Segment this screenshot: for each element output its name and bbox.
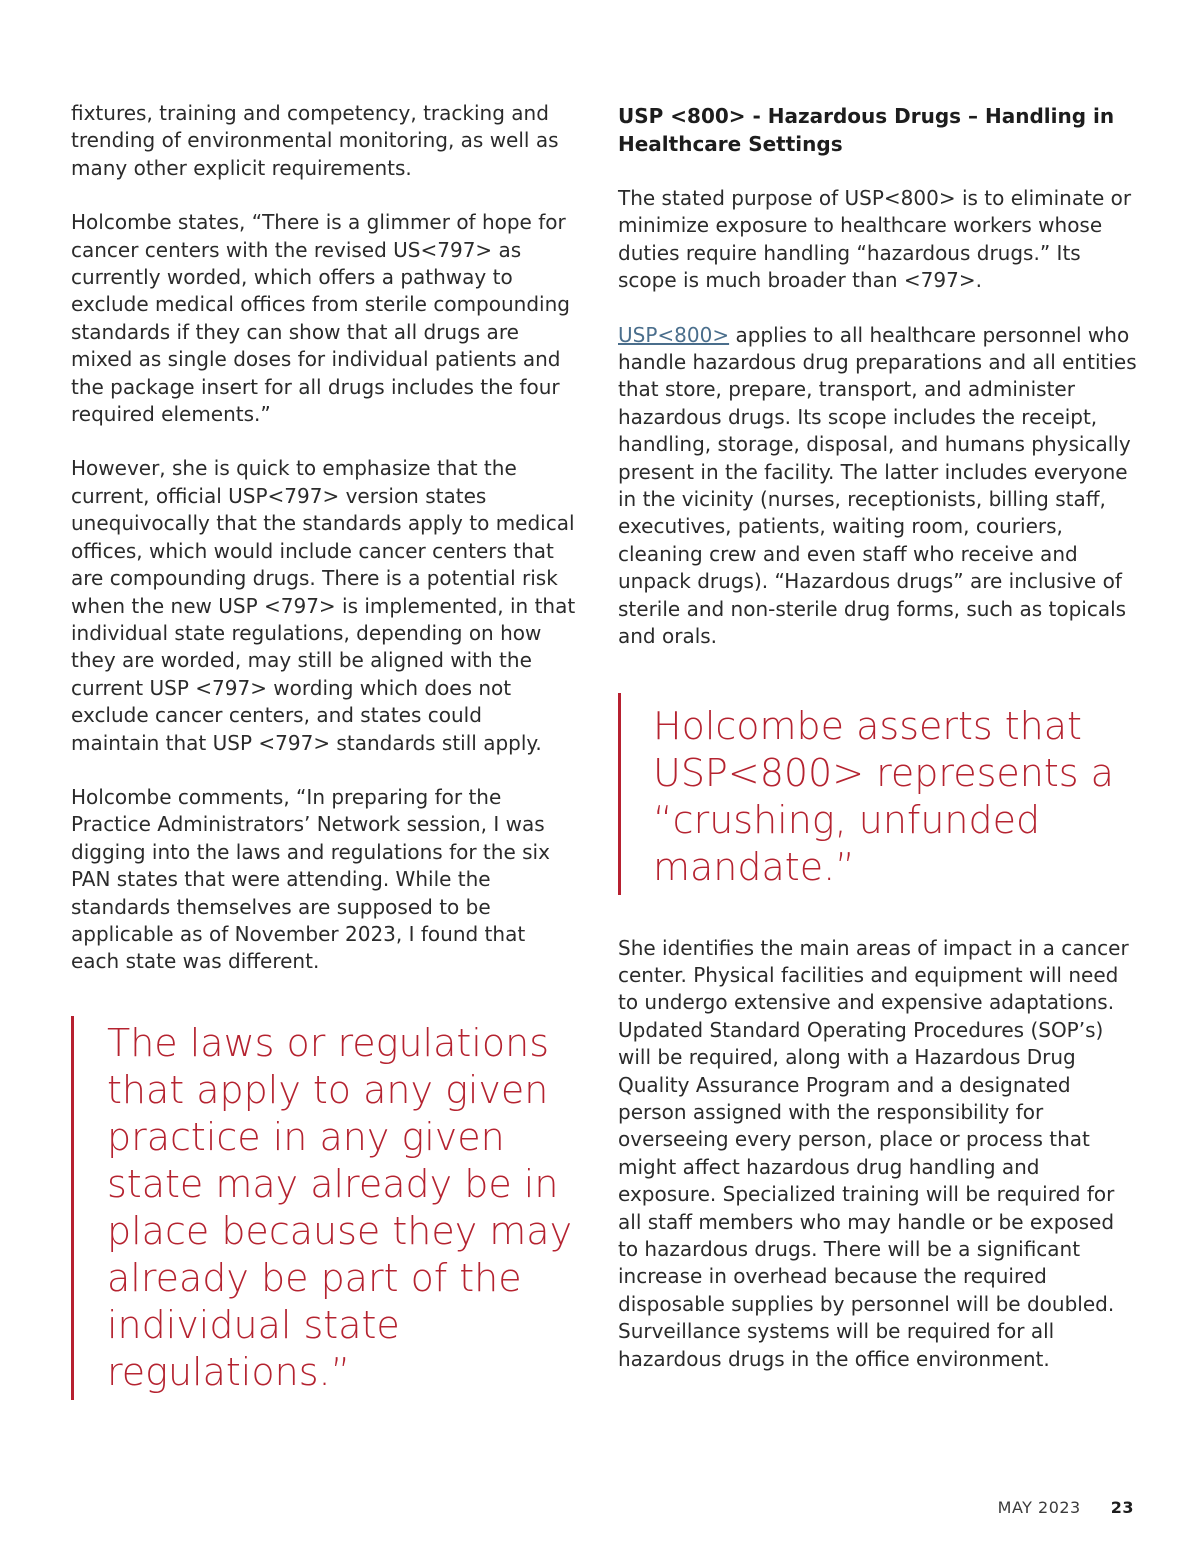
pull-quote-right: Holcombe asserts that USP<800> represents a “crushing, unfunded mandate.” (618, 693, 1138, 895)
page-number: 23 (1110, 1498, 1134, 1517)
right-paragraph-1: The stated purpose of USP<800> is to eliminate or minimize exposure to healthcare workers whose duties require handling “hazardous drugs.” Its scope is much broader than <797>. (618, 186, 1132, 293)
right-paragraph-3: She identifies the main areas of impact in a cancer center. Physical facilities and equipment will need to undergo extensive and expensive adaptations. Updated Standard Operating Procedures (SOP’s) will be required, along with a Hazardous Drug Quality Assurance Program and a designated person assigned with the responsibility for overseeing every person, place or process that might affect hazardous drug handling and exposure. Specialized training will be required for all staff members who may handle or be exposed to hazardous drugs. There will be a significant increase in overhead because the required disposable supplies by personnel will be doubled. Surveillance systems will be required for all hazardous drugs in the office environment. (618, 935, 1129, 1371)
page-footer (998, 1498, 1134, 1517)
right-column (618, 102, 1138, 1400)
left-paragraph-4: Holcombe comments, “In preparing for the Practice Administrators’ Network session, I was digging into the laws and regulations for the six PAN states that were attending. While the standards themselves are supposed to be applicable as of November 2023, I found that each state was different. (71, 784, 550, 974)
left-column (71, 100, 576, 1400)
right-paragraph-2 (618, 322, 1138, 651)
left-paragraph-1: fixtures, training and competency, tracking and trending of environmental monitoring, as well as many other explicit requirements. (71, 101, 559, 180)
issue-date: MAY 2023 (997, 1498, 1081, 1517)
left-paragraph-2: Holcombe states, “There is a glimmer of hope for cancer centers with the revised US<797> as currently worded, which offers a pathway to exclude medical offices from sterile compounding standards if they can show that all drugs are mixed as single doses for individual patients and the package insert for all drugs includes the four required elements.” (71, 210, 570, 427)
right-paragraph-2-text: applies to all healthcare personnel who handle hazardous drug preparations and all entities that store, prepare, transport, and administer hazardous drugs. Its scope includes the receipt, handling, storage, disposal, and humans physically present in the facility. The latter includes everyone in the vicinity (nurses, receptionists, billing staff, executives, patients, waiting room, couriers, cleaning crew and even staff who receive and unpack drugs). “Hazardous drugs” are inclusive of sterile and non-sterile drug forms, such as topicals and orals. (618, 322, 1137, 649)
usp800-link[interactable]: USP<800> (618, 322, 730, 347)
left-paragraph-3: However, she is quick to emphasize that the current, official USP<797> version states unequivocally that the standards apply to medical offices, which would include cancer centers that are compounding drugs. There is a potential risk when the new USP <797> is implemented, in that individual state regulations, depending on how they are worded, may still be aligned with the current USP <797> wording which does not exclude cancer centers, and states could maintain that USP <797> standards still apply. (71, 456, 576, 755)
section-heading: USP <800> - Hazardous Drugs – Handling in Healthcare Settings (618, 104, 1115, 156)
pull-quote-left: The laws or regulations that apply to any given practice in any given state may already be in place because they may already be part of the individual state regulations.” (71, 1016, 576, 1400)
